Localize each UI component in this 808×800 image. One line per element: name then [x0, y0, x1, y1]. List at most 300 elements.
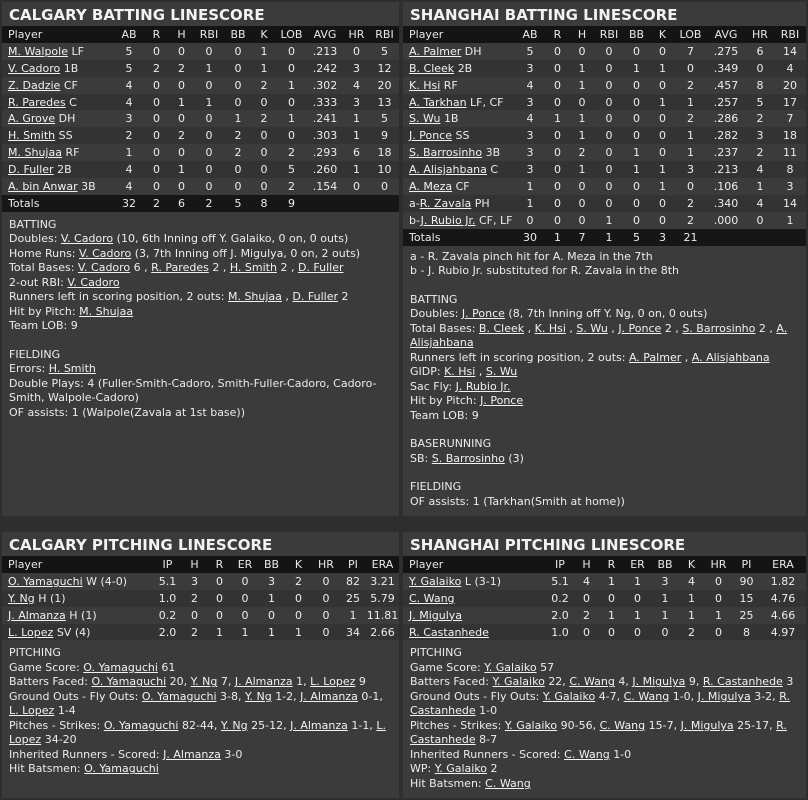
go-label: Ground Outs - Fly Outs: — [9, 689, 139, 703]
stat-cell: 4 — [746, 161, 774, 178]
player-link[interactable]: K. Hsi — [534, 321, 566, 335]
player-link[interactable]: Y. Ng — [190, 675, 218, 689]
position-label: CF — [63, 78, 78, 92]
player-link[interactable]: D. Fuller — [292, 290, 338, 304]
player-cell — [403, 590, 546, 607]
stat-cell: 1 — [252, 43, 276, 60]
stat-cell: 1 — [569, 110, 595, 127]
player-link[interactable]: Y. Galaiko — [409, 574, 462, 588]
bf-value: 7, — [220, 675, 232, 689]
player-link[interactable]: C. Wang — [409, 591, 455, 605]
player-link[interactable]: L. Lopez — [9, 718, 386, 747]
player-link[interactable]: Y. Galaiko — [542, 689, 596, 703]
stat-cell: 0 — [194, 144, 224, 161]
stat-cell: 0 — [224, 161, 252, 178]
risp-label: Runners left in scoring position, 2 outs: — [410, 350, 626, 364]
table-row — [403, 212, 806, 229]
stat-cell: 0 — [252, 144, 276, 161]
team-lob: Team LOB: 9 — [9, 319, 78, 333]
player-link[interactable]: C. Wang — [599, 718, 646, 732]
section-header: PITCHING — [410, 646, 462, 660]
stat-cell: 0 — [207, 573, 232, 590]
stat-cell: 4 — [114, 77, 144, 94]
stat-cell: 0 — [546, 195, 569, 212]
player-link[interactable]: J. Ponce — [480, 394, 524, 408]
player-link[interactable]: J. Ponce — [461, 307, 505, 321]
table-header-row — [403, 556, 806, 573]
stat-cell: .457 — [706, 77, 746, 94]
col-header: H — [569, 26, 595, 43]
player-link[interactable]: A. Alisjahbana — [691, 350, 770, 364]
player-link[interactable]: C. Wang — [485, 776, 531, 790]
table-row — [403, 573, 806, 590]
stat-cell: 8 — [746, 77, 774, 94]
go-value: 3-8, — [220, 689, 242, 703]
hbp-line — [9, 305, 392, 320]
stat-cell: 0 — [650, 110, 675, 127]
stat-cell: 0 — [650, 212, 675, 229]
stat-cell: .257 — [706, 94, 746, 111]
position-label: 1B — [443, 112, 459, 126]
bf-value: 22, — [548, 675, 566, 689]
col-header: BB — [623, 26, 650, 43]
player-link[interactable]: A. Palmer — [628, 350, 682, 364]
table-row — [2, 573, 399, 590]
stat-cell: 0 — [224, 77, 252, 94]
stat-cell: 0 — [207, 590, 232, 607]
stat-cell: 2 — [224, 144, 252, 161]
player-link[interactable]: A. Tarkhan — [409, 95, 467, 109]
player-link[interactable]: Y. Galaiko — [492, 675, 545, 689]
player-link[interactable]: A. Meza — [409, 179, 453, 193]
player-cell — [2, 178, 114, 195]
stat-cell: 0 — [144, 110, 169, 127]
player-link[interactable]: R. Castanhede — [409, 625, 489, 639]
col-header: AVG — [706, 26, 746, 43]
stat-cell: 1 — [675, 127, 706, 144]
player-link[interactable]: J. Migulya — [409, 608, 463, 622]
stat-cell: 0 — [595, 94, 623, 111]
player-link[interactable]: O. Yamaguchi — [103, 718, 179, 732]
position-label: CF, LF — [478, 213, 513, 227]
table-row — [2, 178, 399, 195]
player-link[interactable]: Y. Galaiko — [504, 718, 558, 732]
player-cell — [403, 195, 514, 212]
stat-cell: 5 — [114, 43, 144, 60]
risp-line — [9, 290, 392, 305]
player-link[interactable]: Z. Dadzie — [8, 78, 61, 92]
player-link[interactable]: J. Migulya — [680, 718, 734, 732]
go-value: 1-2, — [275, 689, 297, 703]
stat-cell: 1 — [623, 144, 650, 161]
tb-value: 2 , — [280, 261, 295, 275]
stat-cell: 4 — [114, 178, 144, 195]
player-link[interactable]: L. Lopez — [8, 625, 54, 639]
totals-row — [403, 229, 806, 246]
col-header: K — [679, 556, 704, 573]
player-link[interactable]: C. Wang — [569, 675, 615, 689]
player-link[interactable]: V. Cadoro — [79, 246, 132, 260]
player-link[interactable]: J. Almanza — [8, 608, 66, 622]
player-link[interactable]: O. Yamaguchi — [91, 675, 167, 689]
col-header: HR — [343, 26, 370, 43]
player-link[interactable]: S. Wu — [576, 321, 608, 335]
stat-cell: 2 — [182, 590, 207, 607]
stat-cell: 2 — [252, 77, 276, 94]
position-label: C — [69, 95, 77, 109]
section-header: BATTING — [9, 217, 57, 231]
stat-cell: .340 — [706, 195, 746, 212]
batters-faced-line — [410, 675, 799, 690]
ps-label: Pitches - Strikes: — [9, 718, 101, 732]
hb-label: Hit Batsmen: — [9, 762, 81, 776]
risp-value: 2 — [341, 290, 349, 304]
player-link[interactable]: J. Migulya — [697, 689, 751, 703]
col-header: PI — [340, 556, 366, 573]
player-cell — [2, 110, 114, 127]
player-link[interactable]: L. Lopez — [310, 675, 356, 689]
doubles-line — [410, 307, 799, 322]
stat-cell: 5 — [224, 195, 252, 212]
stat-cell: 6 — [343, 144, 370, 161]
player-link[interactable]: J. Almanza — [300, 689, 358, 703]
table-row — [403, 195, 806, 212]
player-link[interactable]: O. Yamaguchi — [141, 689, 217, 703]
stat-cell: 1 — [595, 212, 623, 229]
player-link[interactable]: A. Grove — [8, 112, 56, 126]
player-cell — [2, 573, 153, 590]
stat-cell: 20 — [774, 77, 806, 94]
player-link[interactable]: R. Zavala — [419, 196, 472, 210]
doubles-label: Doubles: — [410, 307, 459, 321]
stat-cell: 14 — [774, 195, 806, 212]
stat-cell: 0 — [224, 178, 252, 195]
table-row — [403, 607, 806, 624]
stat-cell: 1 — [679, 590, 704, 607]
risp-label: Runners left in scoring position, 2 outs: — [9, 290, 225, 304]
hr-detail: (3, 7th Inning off J. Migulya, 0 on, 2 outs) — [134, 246, 361, 260]
stat-cell: 1 — [679, 607, 704, 624]
player-link[interactable]: R. Castanhede — [410, 689, 790, 718]
totals-label: Totals — [403, 229, 514, 246]
player-link[interactable]: S. Wu — [409, 112, 441, 126]
stat-cell: 1 — [569, 161, 595, 178]
col-header: PI — [733, 556, 760, 573]
stat-cell: 0 — [194, 178, 224, 195]
stat-cell: 0 — [169, 144, 194, 161]
col-header: ER — [624, 556, 651, 573]
ps-value: 90-56, — [560, 718, 597, 732]
stat-cell: 1 — [650, 161, 675, 178]
stat-cell: 1 — [207, 624, 232, 641]
stat-cell: 0 — [595, 127, 623, 144]
total-bases-line — [9, 261, 392, 276]
stat-cell: 1 — [569, 60, 595, 77]
position-label: PH — [474, 196, 490, 210]
player-link[interactable]: R. Paredes — [151, 261, 209, 275]
stat-cell: 2.66 — [366, 624, 399, 641]
stat-cell: 1 — [343, 110, 370, 127]
stat-cell: 0 — [546, 60, 569, 77]
ps-value: 34-20 — [44, 733, 77, 747]
stat-cell: 8 — [252, 195, 276, 212]
player-link[interactable]: A. Alisjahbana — [410, 321, 788, 350]
player-link[interactable]: S. Barrosinho — [431, 451, 505, 465]
stat-cell: 0 — [704, 624, 733, 641]
stat-cell: 0 — [276, 94, 307, 111]
stat-cell: 2 — [169, 60, 194, 77]
pitches-strikes-line — [9, 719, 392, 748]
stat-cell: 1 — [194, 60, 224, 77]
stat-cell: 1 — [252, 60, 276, 77]
stat-cell: 2 — [569, 144, 595, 161]
stat-cell: 0 — [599, 590, 624, 607]
player-link[interactable]: S. Barrosinho — [682, 321, 756, 335]
stat-cell: 0 — [623, 94, 650, 111]
stat-cell: 1 — [675, 144, 706, 161]
table-header-row — [2, 556, 399, 573]
stat-cell: 3 — [514, 60, 546, 77]
shanghai-pitching-notes — [403, 640, 806, 791]
stat-cell: 0 — [595, 178, 623, 195]
stat-cell: 0.2 — [546, 590, 574, 607]
hbp-line — [410, 394, 799, 409]
ps-value: 15-7, — [648, 718, 678, 732]
tb-value: 2 , — [212, 261, 227, 275]
gs-value: 57 — [540, 660, 555, 674]
stat-cell: 1 — [340, 607, 366, 624]
stat-cell: 21 — [675, 229, 706, 246]
stat-cell: 0 — [574, 624, 599, 641]
player-link[interactable]: H. Smith — [229, 261, 277, 275]
player-link[interactable]: J. Almanza — [290, 718, 348, 732]
player-link[interactable]: Y. Galaiko — [434, 762, 488, 776]
stat-cell: 1 — [650, 178, 675, 195]
calgary-batting-notes — [2, 212, 399, 421]
col-header: Player — [403, 556, 546, 573]
player-cell — [403, 110, 514, 127]
stat-cell: 0 — [599, 624, 624, 641]
player-link[interactable]: R. Castanhede — [410, 718, 787, 747]
stat-cell — [343, 195, 370, 212]
player-link[interactable]: V. Cadoro — [67, 275, 120, 289]
stat-cell: 0 — [194, 161, 224, 178]
player-link[interactable]: M. Shujaa — [8, 146, 62, 160]
stat-cell — [307, 195, 343, 212]
player-link[interactable]: Y. Ng — [244, 689, 272, 703]
stat-cell: 5 — [746, 94, 774, 111]
player-link[interactable]: O. Yamaguchi — [8, 574, 83, 588]
player-link[interactable]: Y. Galaiko — [484, 660, 537, 674]
stat-cell: 30 — [514, 229, 546, 246]
player-cell — [2, 127, 114, 144]
player-link[interactable]: V. Cadoro — [60, 232, 114, 246]
stat-cell — [370, 195, 399, 212]
section-header: BATTING — [410, 292, 458, 306]
calgary-batting-title: CALGARY BATTING LINESCORE — [9, 6, 265, 24]
player-link[interactable]: R. Castanhede — [702, 675, 783, 689]
table-row — [403, 161, 806, 178]
stat-cell: 7 — [774, 110, 806, 127]
calgary-batting-panel — [2, 2, 399, 516]
stat-cell: 34 — [340, 624, 366, 641]
stat-cell: 12 — [370, 60, 399, 77]
stat-cell: 2 — [675, 110, 706, 127]
player-link[interactable]: M. Shujaa — [79, 304, 134, 318]
player-link[interactable]: B. Cleek — [409, 61, 455, 75]
stat-cell: 0 — [224, 43, 252, 60]
stat-cell: 15 — [733, 590, 760, 607]
stat-cell: 0 — [144, 43, 169, 60]
hbp-label: Hit by Pitch: — [410, 394, 477, 408]
stat-cell: 0 — [144, 127, 169, 144]
player-link[interactable]: J. Ponce — [618, 321, 662, 335]
stat-cell: 0 — [623, 127, 650, 144]
stat-cell: 4.66 — [760, 607, 806, 624]
stat-cell: 0 — [285, 607, 312, 624]
game-score-line — [410, 661, 799, 676]
batters-faced-line — [9, 675, 392, 690]
player-link[interactable]: L. Lopez — [9, 704, 55, 718]
go-value: 1-4 — [57, 704, 76, 718]
hr-label: Home Runs: — [9, 246, 76, 260]
player-link[interactable]: K. Hsi — [444, 365, 476, 379]
double-plays-line: Double Plays: 4 (Fuller-Smith-Cadoro, Smith-Fuller-Cadoro, Cadoro-Smith, Walpole-Cadoro) — [9, 376, 377, 405]
go-value: 1-0, — [672, 689, 695, 703]
player-link[interactable]: M. Shujaa — [227, 290, 282, 304]
player-link[interactable]: J. Rubio Jr. — [455, 379, 511, 393]
stat-cell: 0 — [169, 77, 194, 94]
table-row — [403, 144, 806, 161]
stat-cell: 0 — [182, 607, 207, 624]
player-link[interactable]: A. Palmer — [409, 44, 462, 58]
doubles-label: Doubles: — [9, 232, 58, 246]
player-link[interactable]: K. Hsi — [409, 78, 441, 92]
calgary-pitching-title: CALGARY PITCHING LINESCORE — [9, 536, 273, 554]
stat-cell: 3 — [514, 161, 546, 178]
player-link[interactable]: Y. Ng — [220, 718, 248, 732]
player-link[interactable]: H. Smith — [8, 129, 56, 143]
stat-cell: .106 — [706, 178, 746, 195]
stat-cell: 10 — [370, 161, 399, 178]
player-link[interactable]: A. bin Anwar — [8, 179, 78, 193]
stat-cell: 0 — [194, 43, 224, 60]
stat-cell: 1 — [285, 624, 312, 641]
stat-cell: .282 — [706, 127, 746, 144]
table-row — [403, 590, 806, 607]
player-link[interactable]: O. Yamaguchi — [84, 762, 159, 776]
player-cell — [2, 60, 114, 77]
stat-cell: 17 — [774, 94, 806, 111]
stat-cell: 1 — [569, 127, 595, 144]
player-link[interactable]: V. Cadoro — [8, 61, 61, 75]
of-assists-line: OF assists: 1 (Walpole(Zavala at 1st base)) — [9, 405, 246, 419]
ir-label: Inherited Runners - Scored: — [410, 747, 561, 761]
player-link[interactable]: S. Barrosinho — [409, 146, 483, 160]
ir-value: 3-0 — [224, 747, 243, 761]
stat-cell: 0 — [258, 607, 285, 624]
player-link[interactable]: O. Yamaguchi — [83, 660, 158, 674]
stat-cell: 6 — [746, 43, 774, 60]
bf-value: 9, — [688, 675, 700, 689]
stat-cell: 0 — [546, 127, 569, 144]
stat-cell: 2 — [675, 195, 706, 212]
player-link[interactable]: C. Wang — [564, 747, 610, 761]
bf-value: 20, — [169, 675, 188, 689]
shanghai-batting-table — [403, 26, 806, 246]
stat-cell: 4 — [774, 60, 806, 77]
col-header: R — [546, 26, 569, 43]
stat-cell: 3 — [114, 110, 144, 127]
stat-cell: 2 — [169, 127, 194, 144]
sf-label: Sac Fly: — [410, 379, 453, 393]
player-link[interactable]: C. Wang — [623, 689, 670, 703]
table-row — [403, 127, 806, 144]
player-link[interactable]: J. Ponce — [409, 129, 452, 143]
stat-cell: 1 — [232, 624, 258, 641]
go-fo-line — [410, 690, 799, 719]
stat-cell: 0 — [144, 94, 169, 111]
stat-cell: .333 — [307, 94, 343, 111]
player-link[interactable]: D. Fuller — [297, 261, 344, 275]
stat-cell: 0 — [312, 573, 340, 590]
player-link[interactable]: H. Smith — [48, 362, 96, 376]
stat-cell: 5.1 — [153, 573, 182, 590]
player-link[interactable]: V. Cadoro — [77, 261, 131, 275]
stat-cell: 0 — [595, 195, 623, 212]
stat-cell: 0 — [194, 110, 224, 127]
stat-cell: 1 — [595, 229, 623, 246]
player-cell — [403, 161, 514, 178]
sub-prefix: a- — [409, 196, 420, 210]
player-link[interactable]: B. Cleek — [478, 321, 525, 335]
stat-cell: 0 — [623, 77, 650, 94]
player-link[interactable]: Y. Ng — [8, 591, 35, 605]
shanghai-batting-rows — [403, 43, 806, 246]
player-cell — [403, 624, 546, 641]
stat-cell: 0 — [207, 607, 232, 624]
player-link[interactable]: S. Wu — [485, 365, 518, 379]
col-header: LOB — [276, 26, 307, 43]
rbi2-label: 2-out RBI: — [9, 275, 64, 289]
stat-cell: 0 — [704, 590, 733, 607]
player-link[interactable]: J. Rubio Jr. — [420, 213, 476, 227]
col-header: R — [599, 556, 624, 573]
stat-cell: 14 — [774, 43, 806, 60]
stat-cell: 0 — [312, 624, 340, 641]
stat-cell: 0 — [144, 77, 169, 94]
player-link[interactable]: M. Walpole — [8, 44, 68, 58]
stat-cell: 3 — [774, 178, 806, 195]
player-cell — [403, 178, 514, 195]
bf-value: 9 — [358, 675, 366, 689]
stat-cell: 5 — [623, 229, 650, 246]
stat-cell: 0 — [144, 161, 169, 178]
player-link[interactable]: J. Migulya — [632, 675, 686, 689]
player-link[interactable]: J. Almanza — [163, 747, 221, 761]
stat-cell: 25 — [733, 607, 760, 624]
player-link[interactable]: D. Fuller — [8, 163, 54, 177]
stat-cell: 1 — [651, 590, 679, 607]
player-link[interactable]: R. Paredes — [8, 95, 66, 109]
player-link[interactable]: A. Alisjahbana — [409, 163, 487, 177]
stat-cell: 0 — [546, 77, 569, 94]
col-header: AB — [514, 26, 546, 43]
stat-cell: .213 — [307, 43, 343, 60]
stat-cell: 1 — [276, 110, 307, 127]
player-link[interactable]: J. Almanza — [234, 675, 293, 689]
stat-cell: .293 — [307, 144, 343, 161]
